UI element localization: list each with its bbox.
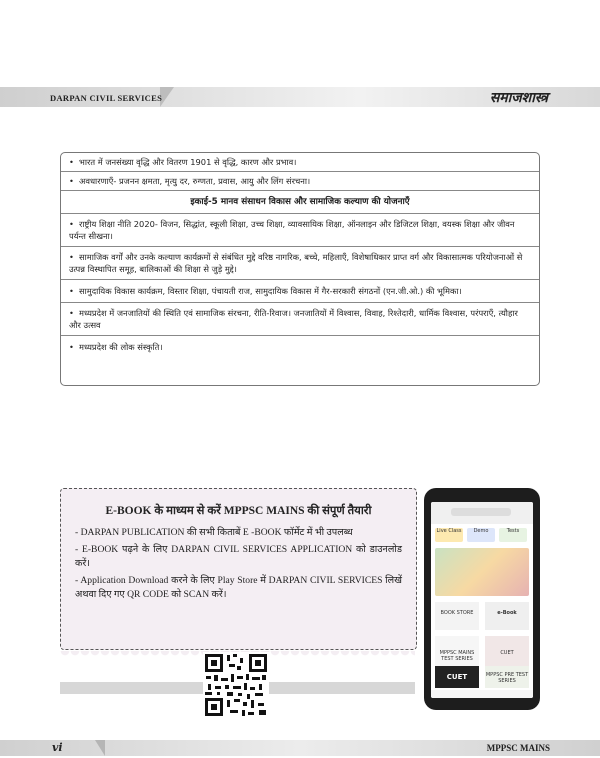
syllabus-item: भारत में जनसंख्या वृद्धि और वितरण 1901 से वृद्धि, कारण और प्रभाव। [79,157,297,167]
syllabus-item: राष्ट्रीय शिक्षा नीति 2020- विजन, सिद्धांत, स्कूली शिक्षा, उच्च शिक्षा, व्यावसायिक शिक्षा, ऑनलाइन और डिजिटल शिक्षा, वयस्क शिक्षा और जीवन पर्यन्त सीखना। [69,219,515,241]
syllabus-row: • मध्यप्रदेश की लोक संस्कृति। [69,342,163,352]
syllabus-row: • राष्ट्रीय शिक्षा नीति 2020- विजन, सिद्धांत, स्कूली शिक्षा, उच्च शिक्षा, व्यावसायिक शिक्षा, ऑनलाइन और डिजिटल शिक्षा, वयस्क शिक्षा और जीवन पर्यन्त सीखना। [61,214,539,247]
syllabus-item: सामाजिक वर्गों और उनके कल्याण कार्यक्रमों से संबंधित मुद्दे वरिष्ठ नागरिक, बच्चे, महिलाएँ, विशेषाधिकार प्राप्त वर्ग और विकासात्मक परियोजनाओं से उत्पन्न विस्थापित समूह, बालिकाओं की शिक्षा से जुड़े मुद्दे। [69,252,523,274]
page-number: vi [52,741,63,754]
header-publisher: DARPAN CIVIL SERVICES [50,93,163,103]
syllabus-row: • सामुदायिक विकास कार्यक्रम, विस्तार शिक्षा, पंचायती राज, सामुदायिक विकास में गैर-सरकारी संगठनों (एन.जी.ओ.) की भूमिका। [61,280,539,303]
syllabus-item: अवधारणाएँ- प्रजनन क्षमता, मृत्यु दर, रुग्णता, प्रवास, आयु और लिंग संरचना। [79,176,311,186]
syllabus-box [60,152,540,386]
app-tile[interactable]: BOOK STORE [435,602,479,630]
unit-heading: इकाई-5 मानव संसाधन विकास और सामाजिक कल्याण की योजनाएँ [61,191,539,214]
syllabus-row: • अवधारणाएँ- प्रजनन क्षमता, मृत्यु दर, रुग्णता, प्रवास, आयु और लिंग संरचना। [61,172,539,191]
footer-tab-shape [95,740,105,756]
header-subject: समाजशास्त्र [489,90,548,106]
syllabus-row: • भारत में जनसंख्या वृद्धि और वितरण 1901 से वृद्धि, कारण और प्रभाव। [61,153,539,172]
promo-line: - DARPAN PUBLICATION की सभी किताबें E -BOOK फॉर्मेट में भी उपलब्ध [75,527,353,538]
footer-title: MPPSC MAINS [486,743,550,753]
phone-screen: Live Class Demo Tests BOOK STORE e-Book MPPSC MAINS TEST SERIES CUET MPPSC PRE TEST SERIES CUET [431,502,533,698]
app-banner [435,548,529,596]
app-tile[interactable]: MPPSC MAINS TEST SERIES [435,636,479,668]
app-tile[interactable]: CUET [485,636,529,668]
phone-mockup [424,488,540,710]
promo-line: - E-BOOK पढ़ने के लिए DARPAN CIVIL SERVICES APPLICATION को डाउनलोड करें। [75,543,402,569]
syllabus-item: सामुदायिक विकास कार्यक्रम, विस्तार शिक्षा, पंचायती राज, सामुदायिक विकास में गैर-सरकारी संगठनों (एन.जी.ओ.) की भूमिका। [79,286,462,296]
syllabus-item: मध्यप्रदेश की लोक संस्कृति। [79,342,163,352]
app-tile[interactable]: e-Book [485,602,529,630]
qr-code[interactable] [203,652,269,718]
app-tile[interactable]: Demo [467,528,495,542]
app-tile[interactable]: Tests [499,528,527,542]
app-tile[interactable]: Live Class [435,528,463,542]
syllabus-row: • मध्यप्रदेश में जनजातियों की स्थिति एवं सामाजिक संरचना, रीति-रिवाज। जनजातियों में विश्वास, विवाह, रिश्तेदारी, धार्मिक विश्वास, परंपराएँ, त्यौहार और उत्सव [61,303,539,336]
promo-line: - Application Download करने के लिए Play Store में DARPAN CIVIL SERVICES लिखें अथवा दिए गए QR CODE को SCAN करें। [75,574,402,600]
syllabus-item: मध्यप्रदेश में जनजातियों की स्थिति एवं सामाजिक संरचना, रीति-रिवाज। जनजातियों में विश्वास, विवाह, रिश्तेदारी, धार्मिक विश्वास, परंपराएँ, त्यौहार और उत्सव [69,308,518,330]
syllabus-row: • सामाजिक वर्गों और उनके कल्याण कार्यक्रमों से संबंधित मुद्दे वरिष्ठ नागरिक, बच्चे, महिलाएँ, विशेषाधिकार प्राप्त वर्ग और विकासात्मक परियोजनाओं से उत्पन्न विस्थापित समूह, बालिकाओं की शिक्षा से जुड़े मुद्दे। [61,247,539,280]
ebook-promo-box [60,488,417,650]
app-tile[interactable]: MPPSC PRE TEST SERIES [485,666,529,688]
promo-title: E-BOOK के माध्यम से करें MPPSC MAINS की संपूर्ण तैयारी [105,505,372,517]
